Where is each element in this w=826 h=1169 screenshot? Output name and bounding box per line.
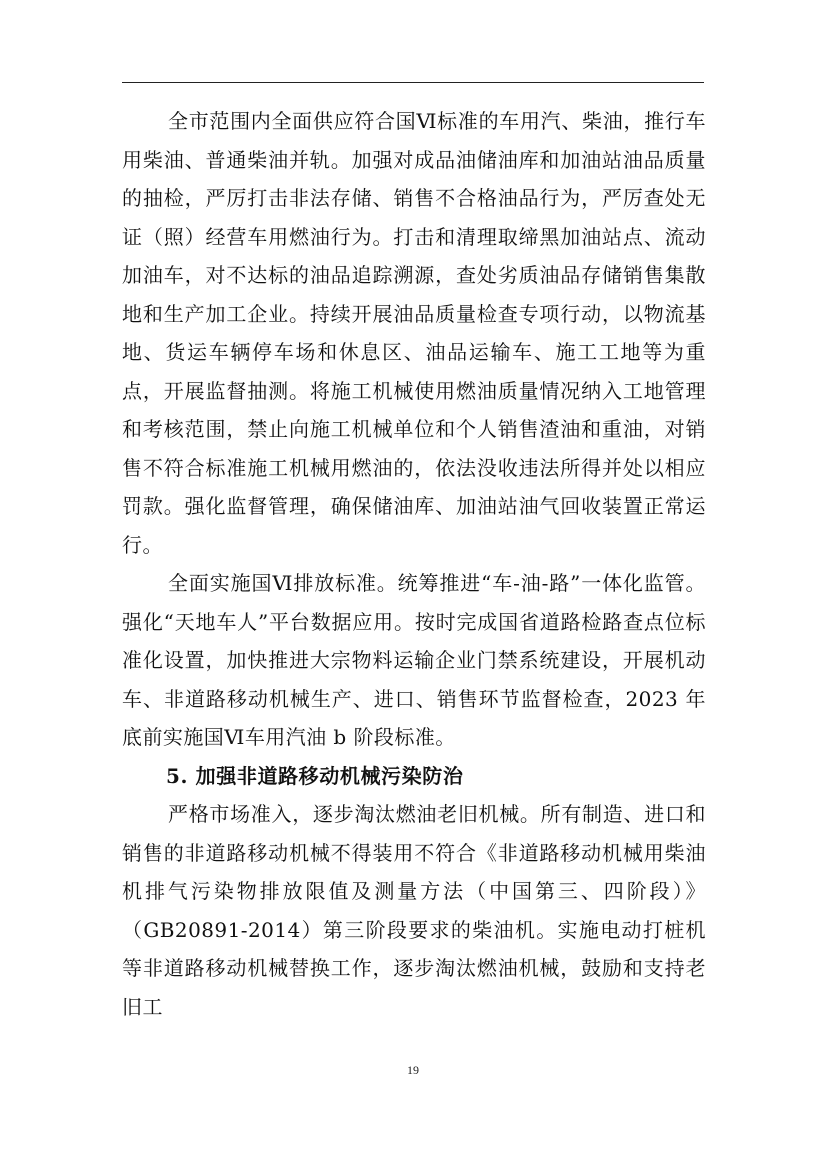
paragraph-non-road-machinery: 严格市场准入，逐步淘汰燃油老旧机械。所有制造、进口和销售的非道路移动机械不得装用不符合《非道路移动机械用柴油机排气污染物排放限值及测量方法（中国第三、四阶段）》（GB20891-2014）第三阶段要求的柴油机。实施电动打桩机等非道路移动机械替换工作，逐步淘汰燃油机械，鼓励和支持老旧工: [122, 802, 706, 1019]
header-rule: [122, 82, 704, 83]
body-content: [122, 102, 706, 1026]
paragraph-emission-standard: 全面实施国Ⅵ排放标准。统筹推进“车-油-路”一体化监管。强化“天地车人”平台数据应用。按时完成国省道路检路查点位标准化设置，加快推进大宗物料运输企业门禁系统建设，开展机动车、非道路移动机械生产、进口、销售环节监督检查，2023 年底前实施国Ⅵ车用汽油 b 阶段标准。: [122, 571, 706, 749]
page-number: 19: [407, 1063, 419, 1077]
paragraph-fuel-quality: 全市范围内全面供应符合国Ⅵ标准的车用汽、柴油，推行车用柴油、普通柴油并轨。加强对成品油储油库和加油站油品质量的抽检，严厉打击非法存储、销售不合格油品行为，严厉查处无证（照）经营车用燃油行为。打击和清理取缔黑加油站点、流动加油车，对不达标的油品追踪溯源，查处劣质油品存储销售集散地和生产加工企业。持续开展油品质量检查专项行动，以物流基地、货运车辆停车场和休息区、油品运输车、施工工地等为重点，开展监督抽测。将施工机械使用燃油质量情况纳入工地管理和考核范围，禁止向施工机械单位和个人销售渣油和重油，对销售不符合标准施工机械用燃油的，依法没收违法所得并处以相应罚款。强化监督管理，确保储油库、加油站油气回收装置正常运行。: [122, 109, 706, 557]
section-heading: 5. 加强非道路移动机械污染防治: [166, 763, 464, 788]
